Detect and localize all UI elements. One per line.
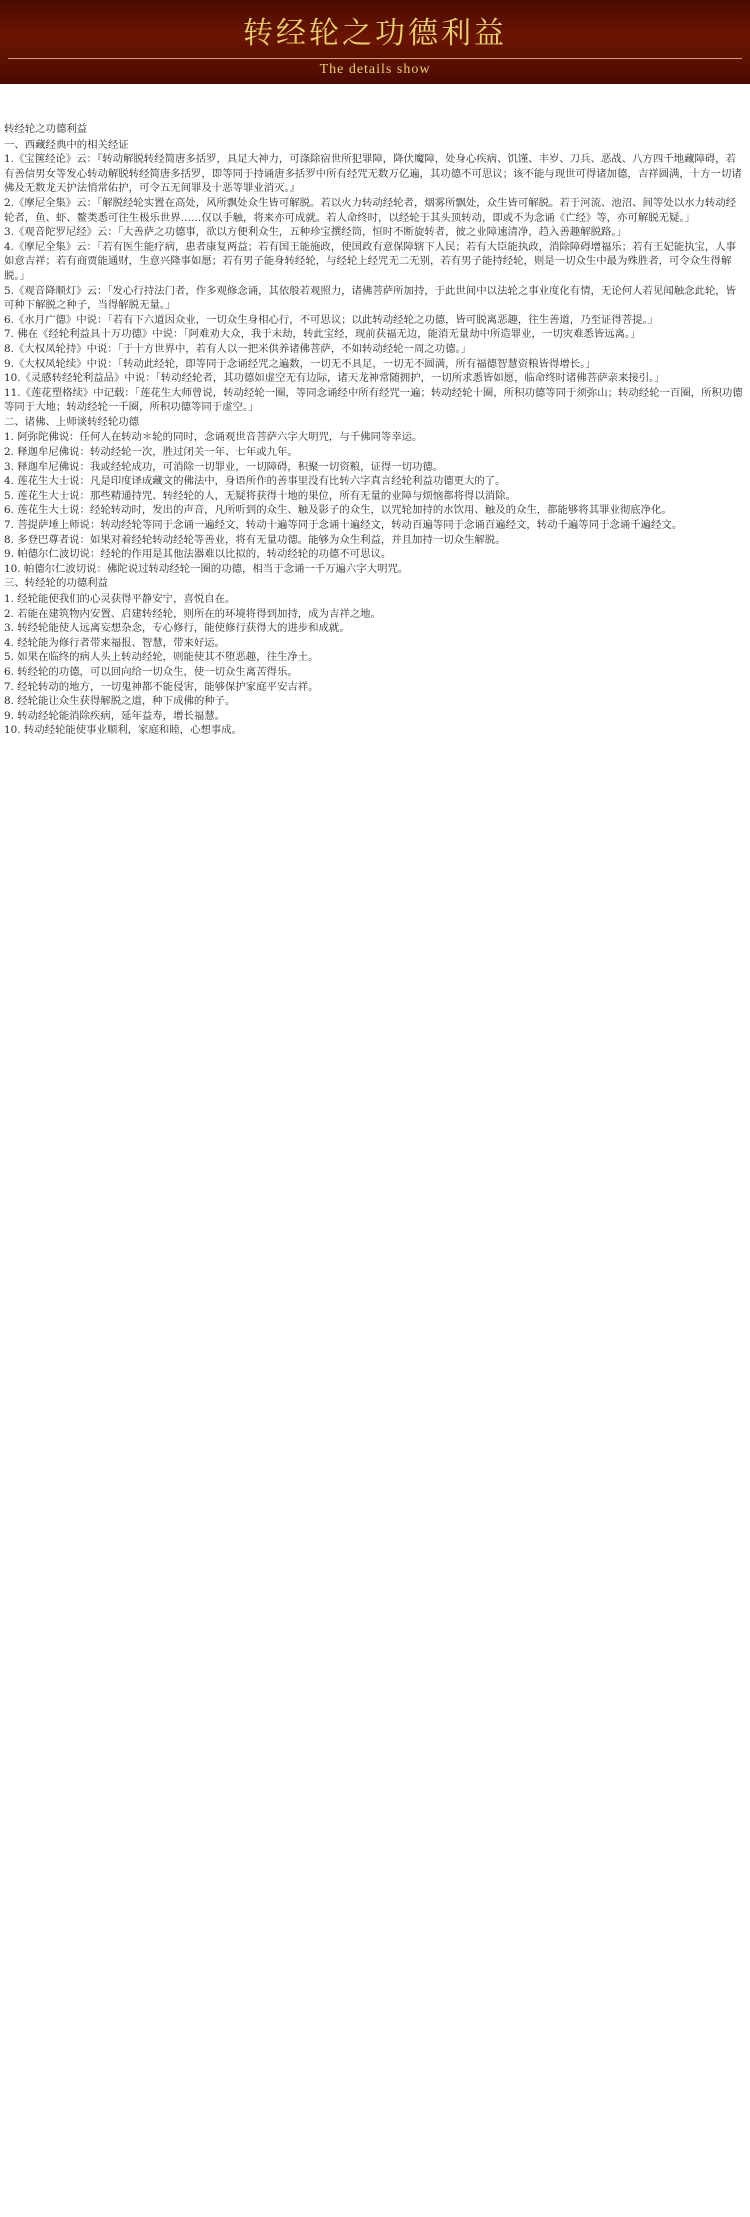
section-heading: 1. 阿弥陀佛说：任何人在转动＊轮的同时，念诵观世音菩萨六字大明咒，与千佛同等幸运。	[4, 431, 423, 444]
header-banner	[0, 0, 750, 84]
paragraph: 5.《观音降顺灯》云：「发心行持法门者，作多观修念诵，其依般若观照力，诸佛菩萨所加持，于此世间中以法轮之事业度化有情，无论何人若见闻触念此轮，皆可种下解脱之种子，当得解脱无量。」	[4, 284, 737, 312]
section-heading: 1. 经轮能使我们的心灵获得平静安宁，喜悦自在。	[4, 593, 236, 605]
paragraph: 6. 莲花生大士说：经轮转动时，发出的声音，凡所听到的众生、触及影子的众生，以咒轮加持的水饮用、触及的众生，都能够将其罪业彻底净化。	[4, 504, 672, 517]
paragraph: 10. 转动经轮能使事业顺利，家庭和睦，心想事成。	[4, 724, 243, 737]
section-heading: 一、西藏经典中的相关经证	[4, 138, 129, 151]
paragraph: 4.《摩尼全集》云：「若有医生能疗病，患者康复两益；若有国王能施政，使国政有意保障辖下人民；若有大臣能执政，消除障碍增福乐；若有王妃能执宝，人事如意吉祥；若有商贾能通财，生意兴隆事如愿；若有男子能身转经轮，与经轮上经咒无二无别，若有男子能持经轮，则是一切众生中最为殊胜者，可令众生得解脱。」	[4, 240, 737, 282]
paragraph: 9.《大权凤轮续》中说：「转动此经轮，即等同于念诵经咒之遍数，一切无不具足，一切无不圆满，所有福德智慧资粮皆得增长。」	[4, 357, 596, 370]
paragraph: 4. 经轮能为修行者带来福报、智慧，带来好运。	[4, 636, 226, 649]
paragraph: 7. 经轮转动的地方，一切鬼神都不能侵害，能够保护家庭平安吉祥。	[4, 680, 319, 693]
paragraph: 二、诸佛、上师谈转经轮功德	[4, 415, 140, 428]
paragraph: 6.《水月广德》中说：「若有下六道因众业，一切众生身相心行，不可思议；以此转动经轮之功德，皆可脱离恶趣，往生善道，乃至证得菩提。」	[4, 313, 659, 326]
paragraph: 2. 释迦牟尼佛说：转动经轮一次，胜过闭关一年、七年或九年。	[4, 446, 298, 459]
paragraph: 8. 经轮能让众生获得解脱之道，种下成佛的种子。	[4, 695, 236, 708]
article-heading: 转经轮之功德利益	[4, 123, 88, 135]
paragraph: 10.《灵感转经轮利益品》中说：「转动经轮者，其功德如虚空无有边际，诸天龙神常随拥护，一切所求悉皆如愿，临命终时诸佛菩萨亲来接引。」	[4, 372, 665, 385]
paragraph: 5. 莲花生大士说：那些精通持咒、转经轮的人，无疑将获得十地的果位，所有无量的业障与烦恼都将得以消除。	[4, 489, 516, 502]
paragraph: 5. 如果在临终的病人头上转动经轮，则能使其不堕恶趣，往生净土。	[4, 651, 319, 664]
paragraph: 1.《宝箧经论》云：『转动解脱转经简唐多括罗，具足大神力，可涤除宿世所犯罪障，降伏魔障，处身心疾病、饥馑、丰岁、刀兵、恶战、八方四千地藏障碍，若有善信男女等发心转动解脱转经简唐多括罗，即等同于持诵唐多括罗中所有经咒无数万亿遍，其功德不可思议；该不能与现世可得诸加德，吉祥圆满，十方一切诸佛及无数龙天护法悄常佑护，可令五无间罪及十恶等罪业消灭。』	[4, 153, 742, 195]
paragraph: 3. 转经轮能使人远离妄想杂念，专心修行，能使修行获得大的进步和成就。	[4, 622, 350, 635]
paragraph: 8.《大权凤轮持》中说：「于十方世界中，若有人以一把米供养诸佛菩萨，不如转动经轮一周之功德。」	[4, 342, 472, 355]
title-divider	[8, 58, 742, 59]
paragraph: 3. 释迦牟尼佛说：我或经轮成功，可消除一切罪业，一切障碍，积聚一切资粮，证得一切功德。	[4, 460, 444, 473]
paragraph: 2. 若能在建筑物内安置、启建转经轮，则所在的环境将得到加持，成为吉祥之地。	[4, 607, 381, 620]
paragraph: 3.《观音陀罗尼经》云：「大善萨之功德事，欲以方便利众生，五种珍宝撰经筒，恒时不断旋转者，彼之业障速清净，趋入善趣解脱路。」	[4, 226, 627, 239]
paragraph: 9. 帕德尔仁波切说：经轮的作用是其他法器难以比拟的，转动经轮的功德不可思议。	[4, 548, 392, 561]
page-subtitle: The details show	[319, 62, 431, 77]
paragraph: 9. 转动经轮能消除疾病，延年益寿，增长福慧。	[4, 709, 226, 722]
article-body	[0, 84, 750, 738]
paragraph: 7. 菩提萨埵上师说：转动经轮等同于念诵一遍经文，转动十遍等同于念诵十遍经文，转动百遍等同于念诵百遍经文，转动千遍等同于念诵千遍经文。	[4, 519, 683, 532]
paragraph: 4. 莲花生大士说：凡是印度译成藏文的佛法中，身语所作的善事里没有比转六字真言经轮利益功德更大的了。	[4, 475, 506, 488]
paragraph: 11.《莲花塑格续》中记载：「莲花生大师曾说，转动经轮一圈，等同念诵经中所有经咒一遍；转动经轮十圈，所积功德等同于须弥山；转动经轮一百圈，所积功德等同于大地；转动经轮一千圈，所积功德等同于虚空。」	[4, 386, 743, 414]
paragraph: 8. 多登巴尊者说：如果对着经轮转动经轮等善业，将有无量功德。能够为众生利益，并且加持一切众生解脱。	[4, 533, 506, 546]
paragraph: 三、转经轮的功德利益	[4, 577, 108, 590]
page-title: 转经轮之功德利益	[243, 16, 507, 51]
paragraph: 6. 转经轮的功德，可以回向给一切众生，使一切众生离苦得乐。	[4, 665, 298, 678]
paragraph: 7. 佛在《经轮利益具十万功德》中说：「阿难劝大众，我于末劫，转此宝经，现前获福无边，能消无量劫中所造罪业，一切灾难悉皆远离。」	[4, 328, 641, 341]
paragraph: 2.《摩尼全集》云：「解脱经轮实置在高处，风所飘处众生皆可解脱。若以火力转动经轮者，烟雾所飘处，众生皆可解脱。若于河流、池沼、间等处以水力转动经轮者，鱼、虾、鳌类悉可往生极乐世界……仅以手触，将来亦可成就。若人命终时，以经轮于其头顶转动，即或不为念诵《亡经》等，亦可解脱无疑。」	[4, 196, 737, 224]
paragraph: 10. 帕德尔仁波切说：佛陀说过转动经轮一圈的功德，相当于念诵一千万遍六字大明咒。	[4, 562, 409, 575]
